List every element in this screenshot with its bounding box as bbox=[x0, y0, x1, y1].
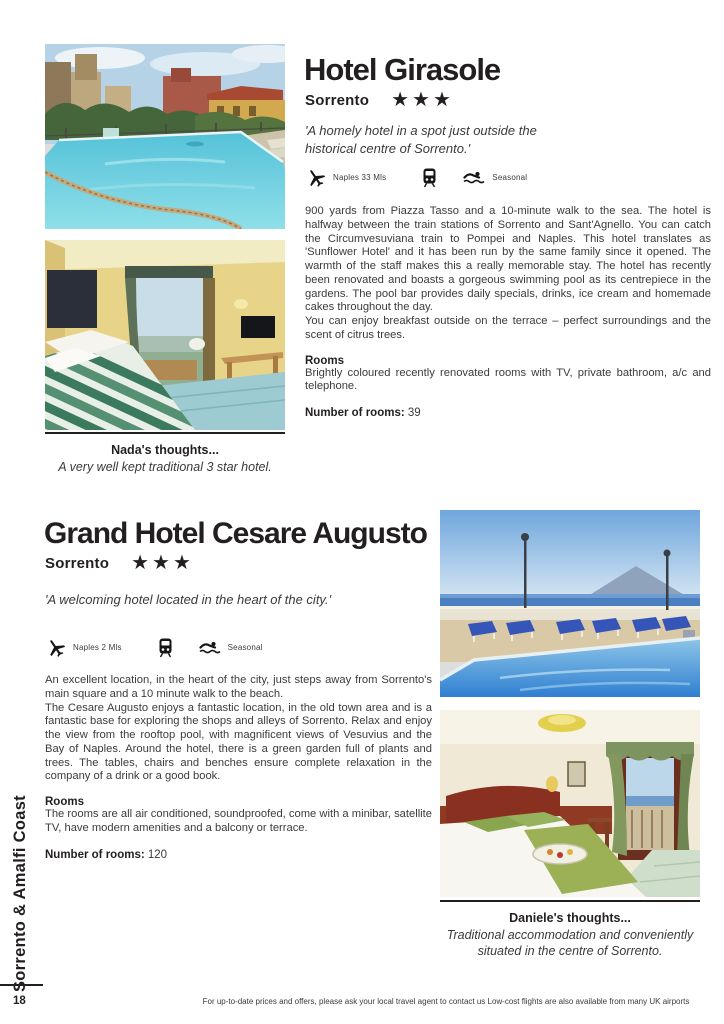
agent-thoughts-girasole bbox=[45, 432, 285, 475]
thoughts-title: Nada's thoughts... bbox=[111, 443, 219, 457]
pool-availability bbox=[199, 641, 263, 654]
thoughts-text: Traditional accommodation and conveniently situated in the centre of Sorrento. bbox=[446, 928, 694, 958]
rail-access bbox=[422, 168, 437, 188]
number-of-rooms-row bbox=[305, 407, 711, 419]
description-paragraph: You can enjoy breakfast outside on the terrace – perfect surroundings and the scent of citrus trees. bbox=[305, 315, 711, 341]
hotel-location: Sorrento bbox=[305, 91, 370, 109]
cesare-rooftop-pool-photo bbox=[440, 510, 700, 697]
rooms-heading: Rooms bbox=[45, 796, 84, 809]
footer-divider bbox=[0, 984, 43, 986]
plane-icon bbox=[41, 633, 70, 662]
bedroom-illustration bbox=[45, 240, 285, 430]
hotel-description-column bbox=[305, 205, 711, 419]
swimmer-icon bbox=[463, 171, 485, 184]
bedroom-illustration bbox=[440, 710, 700, 897]
page-number: 18 bbox=[13, 995, 26, 1007]
hotel-description bbox=[305, 205, 711, 343]
description-paragraph: 900 yards from Piazza Tasso and a 10-minute walk to the sea. The hotel is halfway between the train stations of Sorrento and Sant'Agnello. You can catch the Circumvesuviana train to Pompei and Naples. This hotel translates as 'Sunflower Hotel' and it has been run by the same family since it opened. The warmth of the staff makes this a really memorable stay. The hotel has recently been renovated and boasts a gorgeous swimming pool as its centrepiece in the gardens. The pool bar provides daily specials, drinks, ice cream and homemade cakes throughout the day. bbox=[305, 205, 711, 314]
amenity-icon-row bbox=[45, 637, 263, 658]
cesare-room-photo bbox=[440, 710, 700, 897]
pool-garden-illustration bbox=[45, 44, 285, 229]
number-of-rooms-label: Number of rooms: bbox=[305, 407, 405, 420]
airport-distance bbox=[45, 637, 122, 658]
airport-distance-label: Naples 2 Mls bbox=[73, 643, 122, 652]
footer-note: For up-to-date prices and offers, please ask your local travel agent to contact us Low-cost flights are also available from many UK airports bbox=[202, 997, 690, 1006]
number-of-rooms-label: Number of rooms: bbox=[45, 848, 145, 861]
hotel-quote: 'A homely hotel in a spot just outside the historical centre of Sorrento.' bbox=[305, 123, 537, 156]
girasole-room-photo bbox=[45, 240, 285, 430]
rail-access bbox=[158, 638, 173, 658]
agent-thoughts-cesare bbox=[440, 900, 700, 959]
plane-icon bbox=[301, 163, 330, 192]
number-of-rooms-row bbox=[45, 849, 432, 861]
rooms-description: Brightly coloured recently renovated rooms with TV, private bathroom, a/c and telephone. bbox=[305, 366, 711, 393]
hotel-name-girasole: Hotel Girasole bbox=[304, 52, 501, 87]
rooftop-pool-illustration bbox=[440, 510, 700, 697]
section-sidebar-label: Sorrento & Amalfi Coast bbox=[11, 795, 29, 992]
pool-availability-label: Seasonal bbox=[227, 643, 263, 652]
hotel-description bbox=[45, 674, 432, 784]
pool-availability bbox=[463, 171, 527, 184]
star-rating: ★★★ bbox=[391, 89, 454, 111]
thoughts-title: Daniele's thoughts... bbox=[509, 911, 631, 925]
hotel-name-cesare-augusto: Grand Hotel Cesare Augusto bbox=[44, 517, 427, 550]
swimmer-icon bbox=[199, 641, 221, 654]
train-icon bbox=[422, 168, 437, 188]
rooms-heading: Rooms bbox=[305, 354, 344, 367]
airport-distance-label: Naples 33 Mls bbox=[333, 173, 387, 182]
pool-availability-label: Seasonal bbox=[492, 173, 528, 182]
thoughts-text: A very well kept traditional 3 star hotel. bbox=[58, 460, 272, 474]
number-of-rooms-value: 39 bbox=[404, 407, 421, 420]
description-paragraph: The Cesare Augusto enjoys a fantastic location, in the old town area and is a fantastic base for exploring the shops and alleys of Sorrento. Relax and enjoy the view from the rooftop pool, with magnificent views of Vesuvius and the Bay of Naples. Around the hotel, there is a green garden full of plants and trees. The tables, chairs and benches ensure complete relaxation in the company of a drink or a good book. bbox=[45, 701, 432, 783]
star-rating: ★★★ bbox=[131, 552, 194, 574]
hotel-location-row bbox=[45, 553, 194, 573]
girasole-pool-photo bbox=[45, 44, 285, 229]
amenity-icon-row bbox=[305, 167, 527, 188]
hotel-quote: 'A welcoming hotel located in the heart of the city.' bbox=[45, 592, 332, 607]
hotel-description-column bbox=[45, 674, 432, 861]
train-icon bbox=[158, 638, 173, 658]
description-paragraph: An excellent location, in the heart of the city, just steps away from Sorrento's main square and a 10 minute walk to the beach. bbox=[45, 674, 432, 700]
number-of-rooms-value: 120 bbox=[144, 848, 168, 861]
hotel-location: Sorrento bbox=[45, 554, 110, 572]
airport-distance bbox=[305, 167, 386, 188]
rooms-description: The rooms are all air conditioned, soundproofed, come with a minibar, satellite TV, have modern amenities and a balcony or terrace. bbox=[45, 808, 432, 834]
hotel-location-row bbox=[305, 90, 454, 110]
